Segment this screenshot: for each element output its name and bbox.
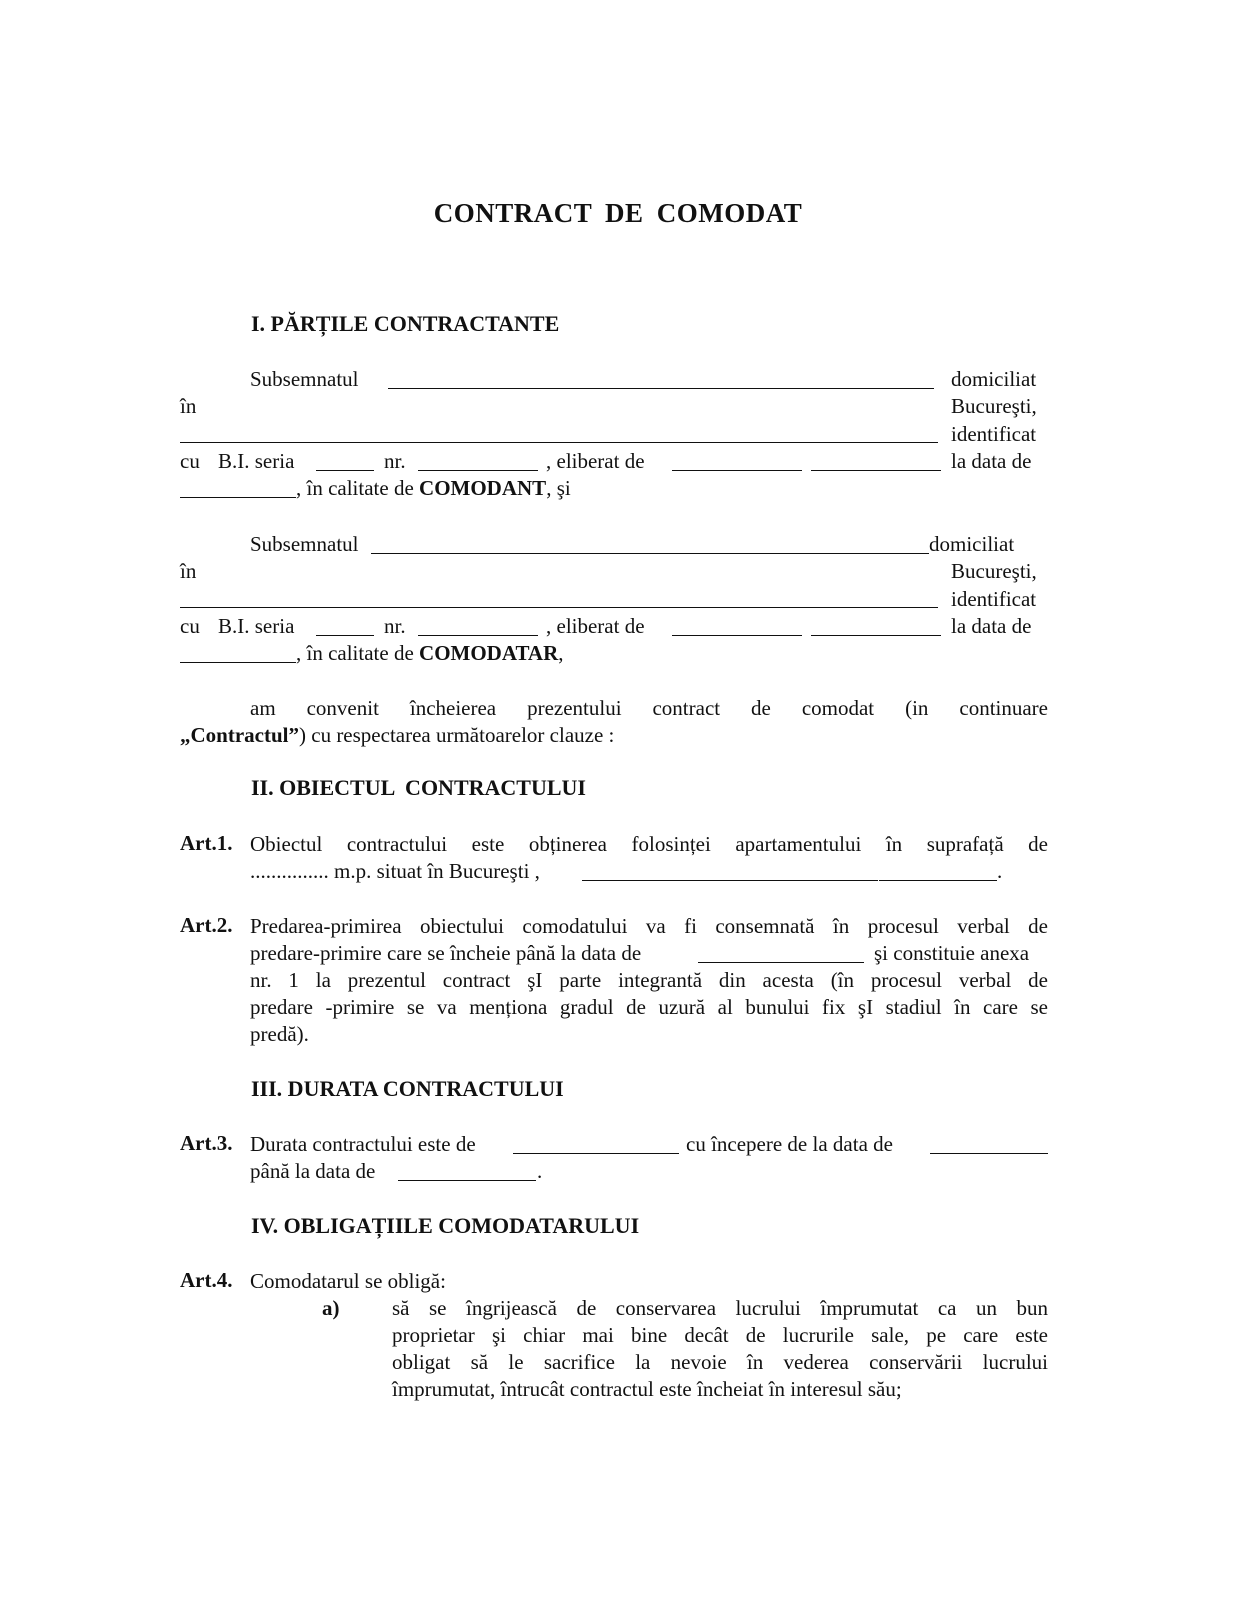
- bi-series-blank-field[interactable]: [316, 615, 374, 636]
- in-label: în: [180, 394, 197, 418]
- duration-blank-field[interactable]: [513, 1133, 679, 1154]
- issuer-blank-field-2[interactable]: [811, 450, 941, 471]
- article-3-line-2b: .: [537, 1159, 543, 1183]
- article-1-line-2: [250, 858, 540, 885]
- issuer-blank-field-1[interactable]: [672, 615, 802, 636]
- bucuresti-label: Bucureşti,: [951, 559, 1037, 583]
- bi-series-blank-field[interactable]: [316, 450, 374, 471]
- article-2-line-3: nr. 1 la prezentul contract şI parte integrantă din acesta (în procesul verbal de: [250, 968, 1048, 992]
- identificat-label: identificat: [951, 587, 1037, 611]
- obligation-line-2: proprietar şi chiar mai bine decât de lucrurile sale, pe care este: [392, 1323, 1048, 1347]
- calitate-prefix: , în calitate de: [296, 641, 420, 665]
- end-date-blank-field[interactable]: [398, 1160, 536, 1181]
- agreement-line-2: [180, 722, 614, 749]
- article-1-label: Art.1.: [180, 831, 233, 855]
- obligation-line-4: împrumutat, întrucât contractul este încheiat în interesul său;: [392, 1377, 902, 1401]
- article-4-intro: Comodatarul se obligă:: [250, 1269, 446, 1293]
- domiciliat-label: domiciliat: [929, 532, 1015, 556]
- subsemnatul-label: Subsemnatul: [250, 367, 359, 391]
- contractul-term: „Contractul”: [180, 723, 299, 747]
- obligation-marker: a): [322, 1296, 340, 1320]
- section-heading-duration: III. DURATA CONTRACTULUI: [251, 1076, 564, 1101]
- obligation-line-1: să se îngrijească de conservarea lucrului împrumutat ca un bun: [392, 1296, 1048, 1320]
- agreement-rest: ) cu respectarea următoarelor clauze :: [299, 723, 615, 747]
- calitate-line: [296, 475, 571, 502]
- article-2-line-4: predare -primire se va menționa gradul de uzură al bunului fix şI stadiul în care se: [250, 995, 1048, 1019]
- article-3-line-1b: cu începere de la data de: [686, 1132, 893, 1156]
- subsemnatul-label: Subsemnatul: [250, 532, 359, 556]
- article-2-line-5: predă).: [250, 1022, 309, 1046]
- calitate-prefix: , în calitate de: [296, 476, 420, 500]
- identificat-label: identificat: [951, 422, 1037, 446]
- article-4-label: Art.4.: [180, 1268, 233, 1292]
- eliberat-label: , eliberat de: [546, 614, 645, 638]
- issue-date-blank-field[interactable]: [180, 477, 296, 498]
- document-title: CONTRACT DE COMODAT: [433, 198, 803, 228]
- cu-label: cu: [180, 449, 200, 473]
- section-heading-parties: I. PĂRȚILE CONTRACTANTE: [251, 311, 560, 336]
- calitate-suffix: ,: [558, 641, 564, 665]
- start-date-blank-field[interactable]: [930, 1133, 1048, 1154]
- role-comodant: COMODANT: [419, 476, 547, 500]
- name-blank-field[interactable]: [388, 368, 934, 389]
- article-3-line-2a: până la data de: [250, 1159, 376, 1183]
- eliberat-label: , eliberat de: [546, 449, 645, 473]
- issue-date-blank-field[interactable]: [180, 642, 296, 663]
- article-3-line-1a: Durata contractului este de: [250, 1132, 476, 1156]
- issuer-blank-field-2[interactable]: [811, 615, 941, 636]
- calitate-line: [296, 640, 564, 667]
- bi-number-blank-field[interactable]: [418, 615, 538, 636]
- section-heading-object: II. OBIECTUL CONTRACTULUI: [251, 775, 586, 800]
- area-dots-field[interactable]: ...............: [250, 859, 329, 883]
- article-3-label: Art.3.: [180, 1131, 233, 1155]
- cu-label: cu: [180, 614, 200, 638]
- issuer-blank-field-1[interactable]: [672, 450, 802, 471]
- agreement-line-1: am convenit încheierea prezentului contract de comodat (in continuare: [250, 696, 1048, 720]
- article-1-line-1: Obiectul contractului este obținerea folosinței apartamentului în suprafață de: [250, 832, 1048, 856]
- bucuresti-label: Bucureşti,: [951, 394, 1037, 418]
- article-2-line-2b: şi constituie anexa: [874, 941, 1030, 965]
- bi-number-blank-field[interactable]: [418, 450, 538, 471]
- article-2-line-1: Predarea-primirea obiectului comodatului va fi consemnată în procesul verbal de: [250, 914, 1048, 938]
- in-label: în: [180, 559, 197, 583]
- address-blank-field[interactable]: [180, 587, 938, 608]
- role-comodatar: COMODATAR: [419, 641, 559, 665]
- nr-label: nr.: [384, 449, 406, 473]
- article-2-label: Art.2.: [180, 913, 233, 937]
- address-blank-field-a[interactable]: [582, 860, 878, 881]
- address-blank-field[interactable]: [180, 422, 938, 443]
- handover-date-blank-field[interactable]: [698, 942, 864, 963]
- article-1-end: .: [997, 859, 1003, 883]
- article-2-line-2a: predare-primire care se încheie până la data de: [250, 941, 642, 965]
- domiciliat-label: domiciliat: [951, 367, 1037, 391]
- obligation-line-3: obligat să le sacrifice la nevoie în vederea conservării lucrului: [392, 1350, 1048, 1374]
- name-blank-field[interactable]: [371, 533, 929, 554]
- section-heading-obligations: IV. OBLIGAȚIILE COMODATARULUI: [251, 1213, 640, 1238]
- bi-seria-label: B.I. seria: [218, 449, 295, 473]
- article-1-text: m.p. situat în Bucureşti ,: [328, 859, 540, 883]
- calitate-suffix: , şi: [546, 476, 571, 500]
- la-data-de-label: la data de: [951, 614, 1032, 638]
- la-data-de-label: la data de: [951, 449, 1032, 473]
- address-blank-field-b[interactable]: [879, 860, 997, 881]
- bi-seria-label: B.I. seria: [218, 614, 295, 638]
- nr-label: nr.: [384, 614, 406, 638]
